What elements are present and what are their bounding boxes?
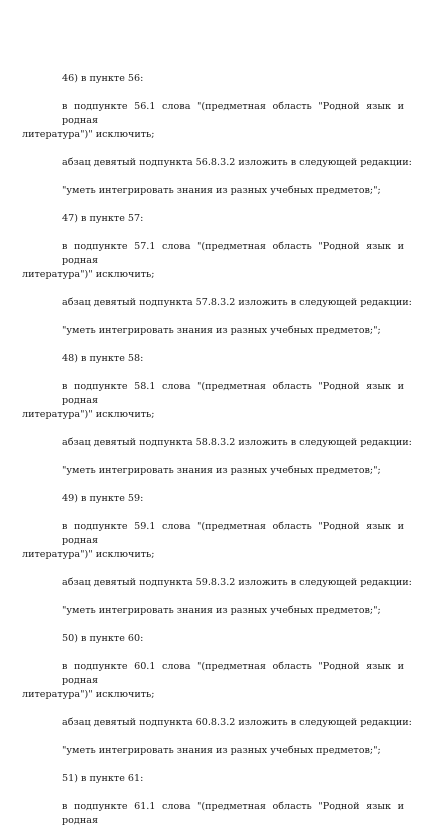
paragraph-quote-56: "уметь интегрировать знания из разных учебных предметов;"; <box>62 185 381 196</box>
paragraph-line: в подпункте 61.1 слова "(предметная область "Родной язык и родная <box>62 801 404 826</box>
paragraph-line: в подпункте 60.1 слова "(предметная область "Родной язык и родная <box>62 661 404 686</box>
paragraph-amendment-59: абзац девятый подпункта 59.8.3.2 изложить в следующей редакции: <box>62 577 412 588</box>
paragraph-line: в подпункте 56.1 слова "(предметная область "Родной язык и родная <box>62 101 404 126</box>
item-heading-47: 47) в пункте 57: <box>62 213 144 224</box>
subitem-paragraph-59-1 <box>22 520 404 562</box>
paragraph-line: литература")" исключить; <box>22 129 155 140</box>
item-heading-49: 49) в пункте 59: <box>62 493 144 504</box>
paragraph-line: в подпункте 59.1 слова "(предметная область "Родной язык и родная <box>62 521 404 546</box>
paragraph-quote-57: "уметь интегрировать знания из разных учебных предметов;"; <box>62 325 381 336</box>
subitem-paragraph-60-1 <box>22 660 404 702</box>
subitem-paragraph-58-1 <box>22 380 404 422</box>
paragraph-amendment-56: абзац девятый подпункта 56.8.3.2 изложить в следующей редакции: <box>62 157 412 168</box>
paragraph-line: литература")" исключить; <box>22 689 155 700</box>
paragraph-amendment-58: абзац девятый подпункта 58.8.3.2 изложить в следующей редакции: <box>62 437 412 448</box>
paragraph-quote-60: "уметь интегрировать знания из разных учебных предметов;"; <box>62 745 381 756</box>
paragraph-amendment-60: абзац девятый подпункта 60.8.3.2 изложить в следующей редакции: <box>62 717 412 728</box>
paragraph-amendment-57: абзац девятый подпункта 57.8.3.2 изложить в следующей редакции: <box>62 297 412 308</box>
subitem-paragraph-56-1 <box>22 100 404 142</box>
paragraph-line: в подпункте 57.1 слова "(предметная область "Родной язык и родная <box>62 241 404 266</box>
item-heading-51: 51) в пункте 61: <box>62 773 144 784</box>
item-heading-48: 48) в пункте 58: <box>62 353 144 364</box>
paragraph-line: литература")" исключить; <box>22 409 155 420</box>
paragraph-quote-59: "уметь интегрировать знания из разных учебных предметов;"; <box>62 605 381 616</box>
paragraph-quote-58: "уметь интегрировать знания из разных учебных предметов;"; <box>62 465 381 476</box>
paragraph-line: в подпункте 58.1 слова "(предметная область "Родной язык и родная <box>62 381 404 406</box>
item-heading-46: 46) в пункте 56: <box>62 73 144 84</box>
paragraph-line: литература")" исключить; <box>22 549 155 560</box>
subitem-paragraph-61-1 <box>62 800 404 828</box>
paragraph-line: литература")" исключить; <box>22 269 155 280</box>
item-heading-50: 50) в пункте 60: <box>62 633 144 644</box>
document-body <box>22 72 412 828</box>
subitem-paragraph-57-1 <box>22 240 404 282</box>
